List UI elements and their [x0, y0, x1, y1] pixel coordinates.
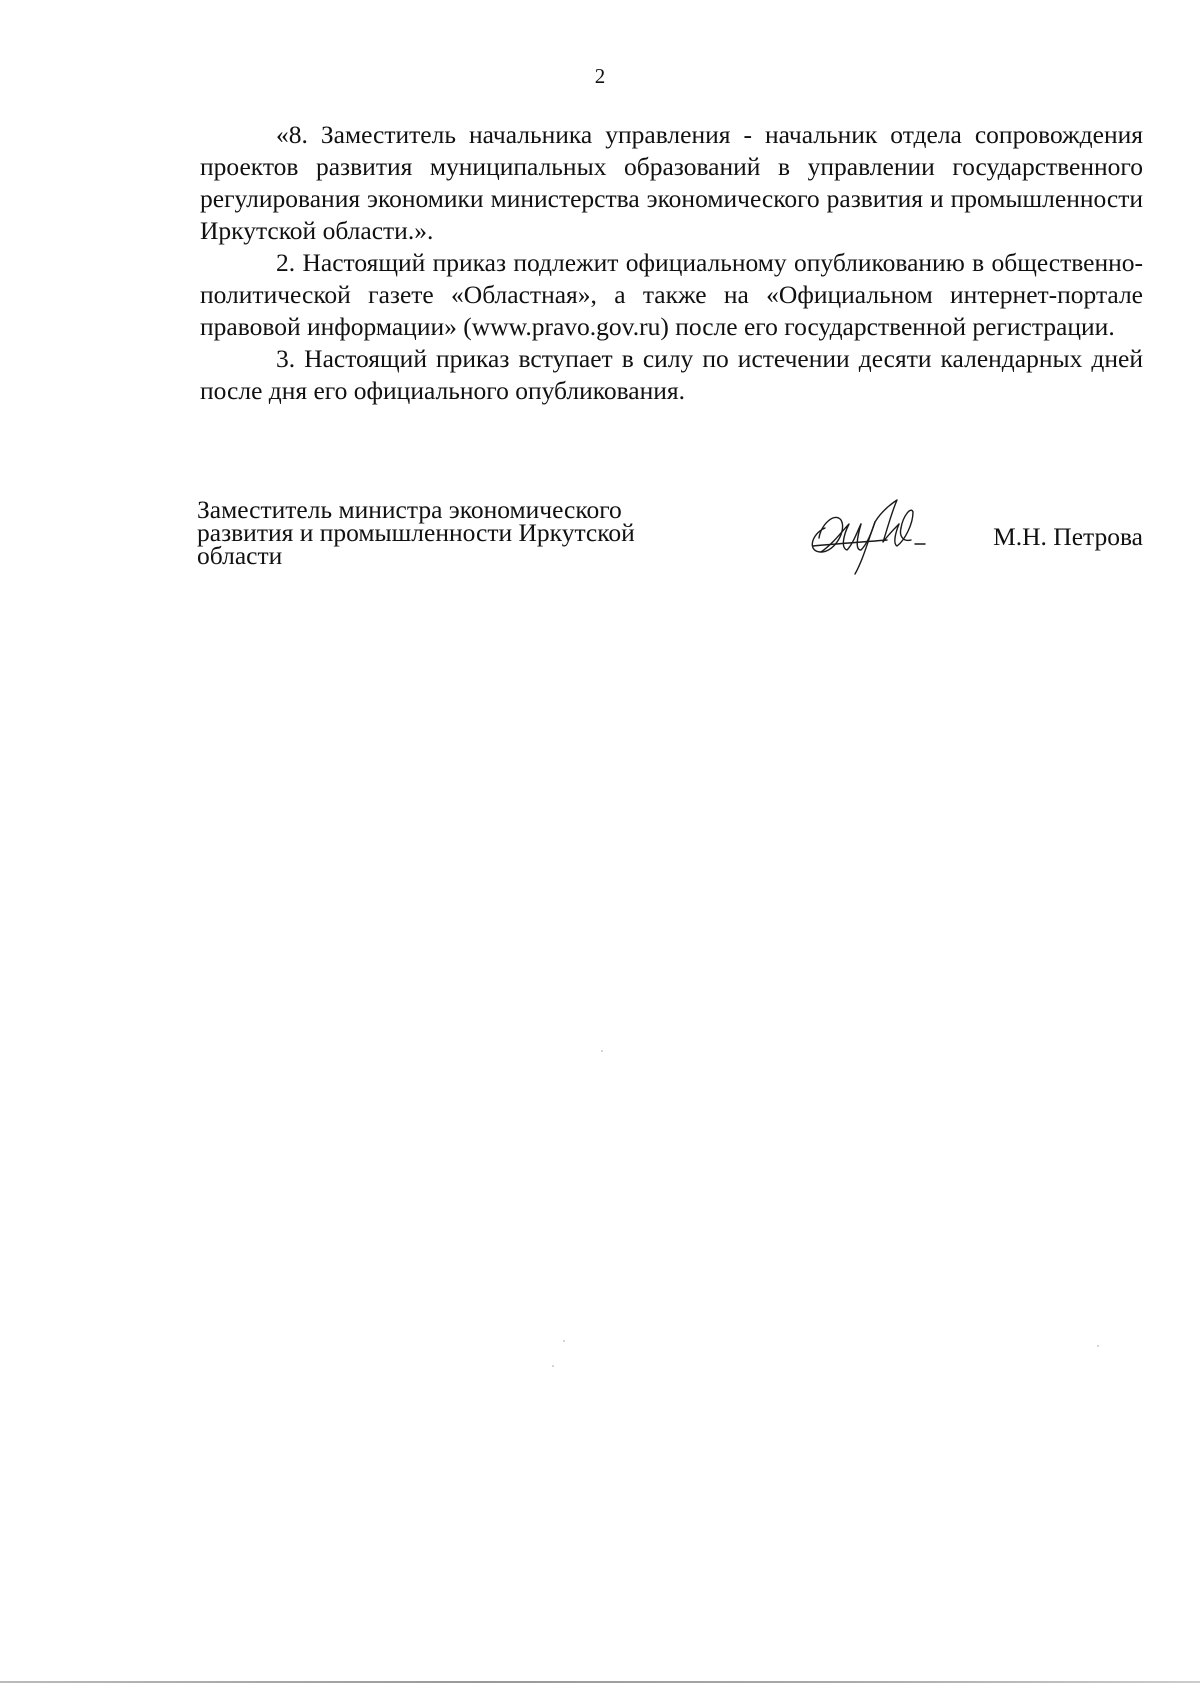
paragraph-publication: 2. Настоящий приказ подлежит официальному опубликованию в общественно-политической газете «Областная», а также на «Официальном интернет-портале правовой информации» (www.pravo.gov.ru) после его государственной регистрации.: [200, 248, 1143, 341]
scan-speck: [563, 1340, 565, 1342]
page-bottom-edge: [0, 1681, 1200, 1683]
handwritten-signature: [803, 494, 938, 576]
scan-speck: [601, 1050, 603, 1052]
scan-speck: [552, 1365, 554, 1367]
signer-position-line: развития и промышленности Иркутской: [197, 518, 635, 547]
signer-position-line: области: [197, 541, 283, 570]
page-number: 2: [594, 64, 606, 88]
signer-position-line: Заместитель министра экономического: [197, 495, 622, 524]
paragraph-effective-date: 3. Настоящий приказ вступает в силу по истечении десяти календарных дней после дня его официального опубликования.: [200, 344, 1143, 405]
document-body: [200, 119, 1143, 407]
signer-name: М.Н. Петрова: [993, 522, 1143, 551]
signer-position: [197, 495, 717, 570]
scan-speck: [1097, 1345, 1099, 1347]
paragraph-item-8: «8. Заместитель начальника управления - начальник отдела сопровождения проектов развития муниципальных образований в управлении государственного регулирования экономики министерства экономического развития и промышленности Иркутской области.».: [200, 120, 1143, 245]
